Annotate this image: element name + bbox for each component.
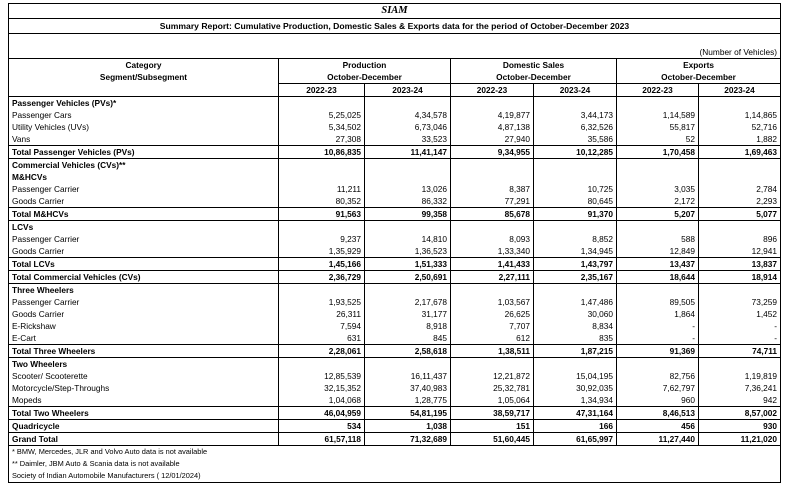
cell-production-2022-23: 26,311 xyxy=(279,308,365,320)
cell-domestic-sales-2022-23: 26,625 xyxy=(451,308,534,320)
unit-note: (Number of Vehicles) xyxy=(9,46,781,59)
cell-production-2022-23: 32,15,352 xyxy=(279,382,365,394)
cell-exports-2022-23: 13,437 xyxy=(617,258,699,271)
cell-production-2023-24: 845 xyxy=(365,332,451,345)
row-label: Total Passenger Vehicles (PVs) xyxy=(9,146,279,159)
cell-exports-2023-24 xyxy=(699,171,781,183)
row-label: Goods Carrier xyxy=(9,195,279,208)
cell-exports-2023-24: - xyxy=(699,332,781,345)
cell-production-2023-24: 2,58,618 xyxy=(365,345,451,358)
table-row xyxy=(9,245,781,258)
cell-domestic-sales-2022-23 xyxy=(451,358,534,371)
cell-domestic-sales-2023-24: 1,34,945 xyxy=(534,245,617,258)
footnote: ** Daimler, JBM Auto & Scania data is not available xyxy=(9,458,781,470)
cell-exports-2023-24: 12,941 xyxy=(699,245,781,258)
cell-exports-2023-24: 930 xyxy=(699,420,781,433)
cell-exports-2023-24: 5,077 xyxy=(699,208,781,221)
cell-production-2023-24: 11,41,147 xyxy=(365,146,451,159)
cell-exports-2022-23 xyxy=(617,358,699,371)
total-row xyxy=(9,407,781,420)
total-row xyxy=(9,271,781,284)
domestic-sales-period: October-December xyxy=(451,71,617,84)
cell-exports-2023-24 xyxy=(699,358,781,371)
cell-exports-2022-23: 7,62,797 xyxy=(617,382,699,394)
cell-domestic-sales-2022-23: 8,093 xyxy=(451,233,534,245)
cell-exports-2023-24: 1,882 xyxy=(699,133,781,146)
cell-domestic-sales-2023-24: 8,834 xyxy=(534,320,617,332)
cell-production-2022-23: 1,04,068 xyxy=(279,394,365,407)
cell-domestic-sales-2022-23: 38,59,717 xyxy=(451,407,534,420)
cell-exports-2023-24: 896 xyxy=(699,233,781,245)
cell-production-2023-24: 31,177 xyxy=(365,308,451,320)
cell-production-2022-23: 534 xyxy=(279,420,365,433)
total-row xyxy=(9,146,781,159)
cell-domestic-sales-2022-23: 85,678 xyxy=(451,208,534,221)
total-row xyxy=(9,258,781,271)
row-label: Passenger Carrier xyxy=(9,296,279,308)
cell-exports-2022-23: - xyxy=(617,320,699,332)
cell-production-2022-23: 91,563 xyxy=(279,208,365,221)
cell-production-2022-23: 1,35,929 xyxy=(279,245,365,258)
cell-domestic-sales-2022-23 xyxy=(451,171,534,183)
row-label: Two Wheelers xyxy=(9,358,279,371)
cell-domestic-sales-2022-23 xyxy=(451,284,534,297)
cell-domestic-sales-2023-24: 2,35,167 xyxy=(534,271,617,284)
table-row xyxy=(9,382,781,394)
row-label: Commercial Vehicles (CVs)** xyxy=(9,159,279,172)
table-row xyxy=(9,370,781,382)
table-row xyxy=(9,394,781,407)
cell-production-2022-23 xyxy=(279,284,365,297)
cell-domestic-sales-2022-23: 77,291 xyxy=(451,195,534,208)
cell-production-2023-24: 71,32,689 xyxy=(365,433,451,446)
cell-domestic-sales-2022-23: 4,87,138 xyxy=(451,121,534,133)
cell-production-2023-24: 16,11,437 xyxy=(365,370,451,382)
table-row xyxy=(9,109,781,121)
row-label: Goods Carrier xyxy=(9,308,279,320)
cell-production-2022-23: 10,86,835 xyxy=(279,146,365,159)
cell-exports-2022-23: 960 xyxy=(617,394,699,407)
cell-production-2023-24: 1,36,523 xyxy=(365,245,451,258)
cell-exports-2022-23: 91,369 xyxy=(617,345,699,358)
cell-production-2022-23: 2,28,061 xyxy=(279,345,365,358)
cell-production-2023-24: 54,81,195 xyxy=(365,407,451,420)
cell-exports-2023-24 xyxy=(699,159,781,172)
cell-domestic-sales-2023-24: 91,370 xyxy=(534,208,617,221)
table-row xyxy=(9,320,781,332)
row-label: Mopeds xyxy=(9,394,279,407)
cell-exports-2023-24: 52,716 xyxy=(699,121,781,133)
cell-production-2023-24: 8,918 xyxy=(365,320,451,332)
row-label: Goods Carrier xyxy=(9,245,279,258)
cell-domestic-sales-2023-24: 47,31,164 xyxy=(534,407,617,420)
cell-production-2022-23: 1,45,166 xyxy=(279,258,365,271)
table-row xyxy=(9,332,781,345)
cell-exports-2022-23 xyxy=(617,159,699,172)
cell-production-2023-24 xyxy=(365,221,451,234)
cell-exports-2022-23: 89,505 xyxy=(617,296,699,308)
cell-domestic-sales-2022-23: 2,27,111 xyxy=(451,271,534,284)
cell-domestic-sales-2023-24 xyxy=(534,358,617,371)
cell-domestic-sales-2022-23: 27,940 xyxy=(451,133,534,146)
cell-production-2023-24: 1,28,775 xyxy=(365,394,451,407)
cell-domestic-sales-2023-24 xyxy=(534,284,617,297)
cell-production-2022-23 xyxy=(279,171,365,183)
cell-exports-2023-24: 1,69,463 xyxy=(699,146,781,159)
cell-domestic-sales-2023-24: 1,87,215 xyxy=(534,345,617,358)
cell-domestic-sales-2022-23: 1,05,064 xyxy=(451,394,534,407)
cell-domestic-sales-2023-24: 61,65,997 xyxy=(534,433,617,446)
row-label: E-Cart xyxy=(9,332,279,345)
cell-domestic-sales-2023-24: 35,586 xyxy=(534,133,617,146)
cell-production-2023-24: 33,523 xyxy=(365,133,451,146)
cell-exports-2022-23 xyxy=(617,221,699,234)
cell-production-2023-24 xyxy=(365,358,451,371)
cell-domestic-sales-2023-24: 80,645 xyxy=(534,195,617,208)
cell-exports-2023-24: 1,19,819 xyxy=(699,370,781,382)
cell-exports-2023-24: 13,837 xyxy=(699,258,781,271)
cell-production-2023-24 xyxy=(365,284,451,297)
report-subtitle: Summary Report: Cumulative Production, Domestic Sales & Exports data for the period of October-December 2023 xyxy=(9,19,781,34)
row-label: Passenger Vehicles (PVs)* xyxy=(9,97,279,110)
row-label: Scooter/ Scooterette xyxy=(9,370,279,382)
row-label: Total Three Wheelers xyxy=(9,345,279,358)
cell-domestic-sales-2023-24: 8,852 xyxy=(534,233,617,245)
section-row xyxy=(9,159,781,172)
cell-production-2022-23 xyxy=(279,358,365,371)
cell-domestic-sales-2023-24: 10,12,285 xyxy=(534,146,617,159)
cell-production-2022-23: 27,308 xyxy=(279,133,365,146)
section-row xyxy=(9,358,781,371)
cell-domestic-sales-2022-23: 1,03,567 xyxy=(451,296,534,308)
row-label: Grand Total xyxy=(9,433,279,446)
cell-exports-2023-24: 18,914 xyxy=(699,271,781,284)
footnote-row xyxy=(9,446,781,459)
cell-production-2022-23 xyxy=(279,97,365,110)
total-row xyxy=(9,208,781,221)
cell-production-2023-24: 6,73,046 xyxy=(365,121,451,133)
table-row xyxy=(9,195,781,208)
cell-exports-2022-23: 12,849 xyxy=(617,245,699,258)
exports-year-2022-23: 2022-23 xyxy=(617,84,699,97)
row-label: E-Rickshaw xyxy=(9,320,279,332)
table-row xyxy=(9,308,781,320)
cell-domestic-sales-2022-23: 1,33,340 xyxy=(451,245,534,258)
cell-domestic-sales-2023-24: 6,32,526 xyxy=(534,121,617,133)
cell-production-2023-24: 13,026 xyxy=(365,183,451,195)
footnote-row xyxy=(9,458,781,470)
domestic-sales-header: Domestic Sales xyxy=(451,59,617,72)
cell-exports-2023-24: 7,36,241 xyxy=(699,382,781,394)
row-label: Vans xyxy=(9,133,279,146)
cell-exports-2022-23: 3,035 xyxy=(617,183,699,195)
cell-domestic-sales-2023-24: 166 xyxy=(534,420,617,433)
row-label: Total M&HCVs xyxy=(9,208,279,221)
row-label: Passenger Carrier xyxy=(9,233,279,245)
summary-table xyxy=(8,3,781,483)
row-label: M&HCVs xyxy=(9,171,279,183)
row-label: Three Wheelers xyxy=(9,284,279,297)
cell-exports-2023-24 xyxy=(699,97,781,110)
cell-exports-2022-23: 588 xyxy=(617,233,699,245)
cell-production-2023-24: 2,17,678 xyxy=(365,296,451,308)
cell-exports-2023-24 xyxy=(699,221,781,234)
year-header-spacer xyxy=(9,84,279,97)
cell-exports-2023-24: 74,711 xyxy=(699,345,781,358)
cell-exports-2022-23: 5,207 xyxy=(617,208,699,221)
cell-exports-2022-23: 8,46,513 xyxy=(617,407,699,420)
cell-production-2023-24: 1,038 xyxy=(365,420,451,433)
row-label: Quadricycle xyxy=(9,420,279,433)
cell-domestic-sales-2022-23 xyxy=(451,159,534,172)
cell-exports-2022-23: 82,756 xyxy=(617,370,699,382)
cell-production-2023-24 xyxy=(365,171,451,183)
table-row xyxy=(9,233,781,245)
cell-exports-2023-24: 1,14,865 xyxy=(699,109,781,121)
cell-domestic-sales-2023-24: 10,725 xyxy=(534,183,617,195)
cell-domestic-sales-2023-24 xyxy=(534,171,617,183)
cell-production-2022-23: 80,352 xyxy=(279,195,365,208)
cell-exports-2022-23 xyxy=(617,97,699,110)
cell-exports-2023-24: 8,57,002 xyxy=(699,407,781,420)
table-row xyxy=(9,296,781,308)
cell-production-2022-23 xyxy=(279,221,365,234)
cell-exports-2022-23: 1,14,589 xyxy=(617,109,699,121)
category-header: Category xyxy=(9,59,279,72)
section-row xyxy=(9,221,781,234)
cell-production-2022-23: 631 xyxy=(279,332,365,345)
report-title: SIAM xyxy=(9,4,781,19)
cell-exports-2022-23 xyxy=(617,171,699,183)
cell-exports-2022-23: 18,644 xyxy=(617,271,699,284)
cell-domestic-sales-2022-23: 9,34,955 xyxy=(451,146,534,159)
cell-production-2023-24: 4,34,578 xyxy=(365,109,451,121)
cell-domestic-sales-2022-23: 1,41,433 xyxy=(451,258,534,271)
table-row xyxy=(9,133,781,146)
cell-production-2022-23: 12,85,539 xyxy=(279,370,365,382)
row-label: LCVs xyxy=(9,221,279,234)
cell-exports-2023-24: 73,259 xyxy=(699,296,781,308)
cell-production-2022-23: 2,36,729 xyxy=(279,271,365,284)
cell-domestic-sales-2022-23: 1,38,511 xyxy=(451,345,534,358)
total-row xyxy=(9,420,781,433)
cell-production-2023-24: 14,810 xyxy=(365,233,451,245)
row-label: Total Two Wheelers xyxy=(9,407,279,420)
cell-exports-2022-23: 52 xyxy=(617,133,699,146)
domestic-sales-year-2023-24: 2023-24 xyxy=(534,84,617,97)
cell-production-2022-23: 11,211 xyxy=(279,183,365,195)
cell-domestic-sales-2022-23 xyxy=(451,221,534,234)
table-row xyxy=(9,183,781,195)
cell-production-2023-24 xyxy=(365,159,451,172)
cell-exports-2022-23: 1,70,458 xyxy=(617,146,699,159)
cell-domestic-sales-2022-23: 8,387 xyxy=(451,183,534,195)
exports-period: October-December xyxy=(617,71,781,84)
cell-domestic-sales-2022-23: 25,32,781 xyxy=(451,382,534,394)
cell-domestic-sales-2022-23: 7,707 xyxy=(451,320,534,332)
cell-domestic-sales-2022-23 xyxy=(451,97,534,110)
cell-domestic-sales-2023-24: 835 xyxy=(534,332,617,345)
domestic-sales-year-2022-23: 2022-23 xyxy=(451,84,534,97)
total-row xyxy=(9,433,781,446)
row-label: Total LCVs xyxy=(9,258,279,271)
cell-domestic-sales-2023-24: 30,060 xyxy=(534,308,617,320)
production-period: October-December xyxy=(279,71,451,84)
cell-production-2022-23: 7,594 xyxy=(279,320,365,332)
cell-exports-2022-23: 456 xyxy=(617,420,699,433)
row-label: Total Commercial Vehicles (CVs) xyxy=(9,271,279,284)
cell-exports-2022-23 xyxy=(617,284,699,297)
row-label: Passenger Cars xyxy=(9,109,279,121)
cell-exports-2022-23: 11,27,440 xyxy=(617,433,699,446)
cell-exports-2023-24: 942 xyxy=(699,394,781,407)
cell-domestic-sales-2022-23: 51,60,445 xyxy=(451,433,534,446)
report-sheet xyxy=(8,3,780,483)
footnote: Society of Indian Automobile Manufacturers ( 12/01/2024) xyxy=(9,470,781,483)
section-row xyxy=(9,284,781,297)
section-row xyxy=(9,97,781,110)
cell-domestic-sales-2022-23: 4,19,877 xyxy=(451,109,534,121)
row-label: Passenger Carrier xyxy=(9,183,279,195)
cell-exports-2022-23: 1,864 xyxy=(617,308,699,320)
production-year-2022-23: 2022-23 xyxy=(279,84,365,97)
row-label: Utility Vehicles (UVs) xyxy=(9,121,279,133)
cell-domestic-sales-2023-24: 1,34,934 xyxy=(534,394,617,407)
section-row xyxy=(9,171,781,183)
cell-exports-2022-23: 2,172 xyxy=(617,195,699,208)
total-row xyxy=(9,345,781,358)
cell-exports-2022-23: - xyxy=(617,332,699,345)
cell-domestic-sales-2023-24: 15,04,195 xyxy=(534,370,617,382)
cell-production-2023-24: 99,358 xyxy=(365,208,451,221)
footnote-row xyxy=(9,470,781,483)
cell-domestic-sales-2023-24: 1,47,486 xyxy=(534,296,617,308)
cell-exports-2023-24: 2,784 xyxy=(699,183,781,195)
segment-header: Segment/Subsegment xyxy=(9,71,279,84)
cell-exports-2023-24: 11,21,020 xyxy=(699,433,781,446)
table-row xyxy=(9,121,781,133)
cell-domestic-sales-2023-24: 30,92,035 xyxy=(534,382,617,394)
exports-year-2023-24: 2023-24 xyxy=(699,84,781,97)
exports-header: Exports xyxy=(617,59,781,72)
row-label: Motorcycle/Step-Throughs xyxy=(9,382,279,394)
cell-domestic-sales-2023-24 xyxy=(534,221,617,234)
cell-production-2022-23: 46,04,959 xyxy=(279,407,365,420)
production-header: Production xyxy=(279,59,451,72)
cell-production-2023-24: 86,332 xyxy=(365,195,451,208)
cell-domestic-sales-2022-23: 612 xyxy=(451,332,534,345)
cell-domestic-sales-2023-24 xyxy=(534,159,617,172)
cell-exports-2023-24: 1,452 xyxy=(699,308,781,320)
cell-production-2022-23: 9,237 xyxy=(279,233,365,245)
cell-domestic-sales-2023-24: 3,44,173 xyxy=(534,109,617,121)
cell-production-2023-24: 1,51,333 xyxy=(365,258,451,271)
cell-production-2022-23: 5,25,025 xyxy=(279,109,365,121)
production-year-2023-24: 2023-24 xyxy=(365,84,451,97)
cell-domestic-sales-2022-23: 151 xyxy=(451,420,534,433)
footnote: * BMW, Mercedes, JLR and Volvo Auto data is not available xyxy=(9,446,781,459)
blank-row xyxy=(9,34,781,47)
cell-exports-2023-24: - xyxy=(699,320,781,332)
cell-production-2023-24: 37,40,983 xyxy=(365,382,451,394)
cell-production-2022-23: 61,57,118 xyxy=(279,433,365,446)
cell-exports-2023-24 xyxy=(699,284,781,297)
cell-production-2022-23: 5,34,502 xyxy=(279,121,365,133)
cell-domestic-sales-2023-24 xyxy=(534,97,617,110)
cell-domestic-sales-2022-23: 12,21,872 xyxy=(451,370,534,382)
cell-production-2022-23: 1,93,525 xyxy=(279,296,365,308)
cell-exports-2023-24: 2,293 xyxy=(699,195,781,208)
cell-production-2023-24: 2,50,691 xyxy=(365,271,451,284)
cell-exports-2022-23: 55,817 xyxy=(617,121,699,133)
cell-production-2022-23 xyxy=(279,159,365,172)
cell-domestic-sales-2023-24: 1,43,797 xyxy=(534,258,617,271)
cell-production-2023-24 xyxy=(365,97,451,110)
